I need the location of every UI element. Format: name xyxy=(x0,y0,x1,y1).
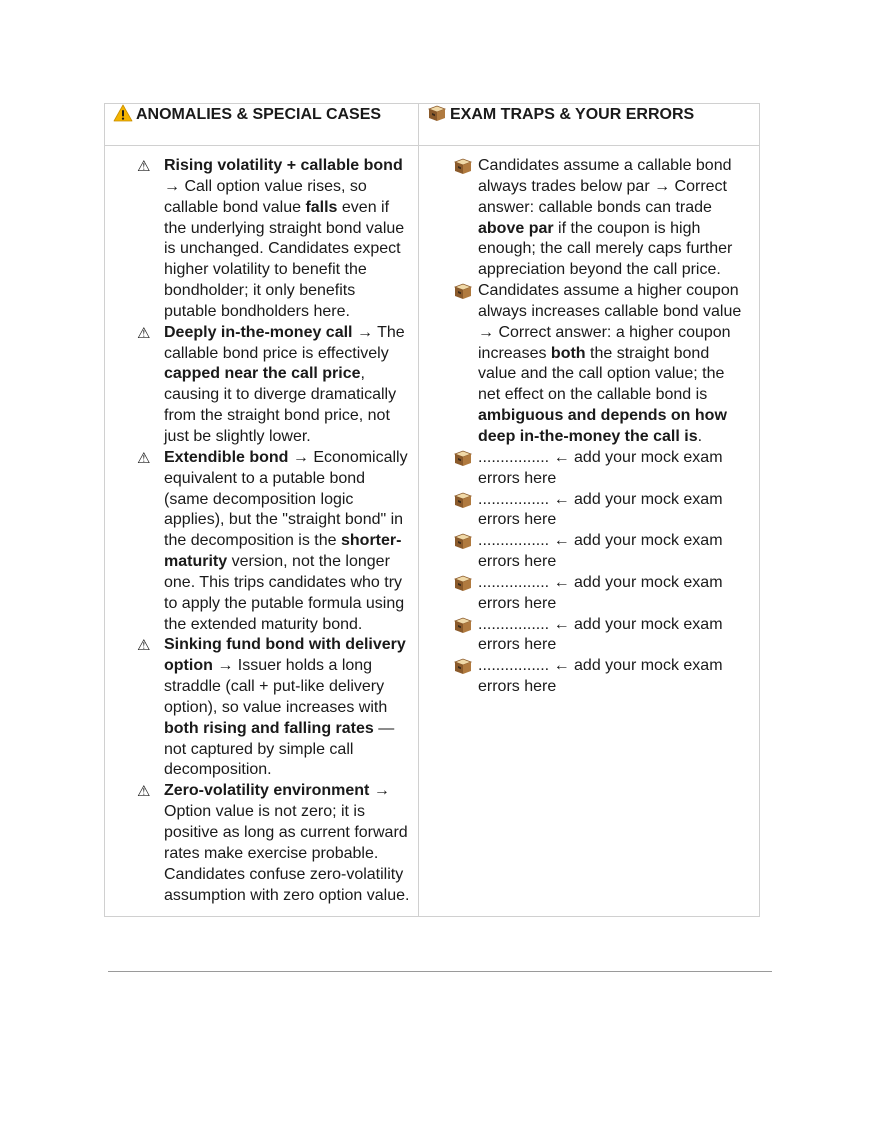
text-segment: → Option value is not zero; it is positive as long as current forward rates make exercise probable. Candidates confuse zero-volatility assumption with zero option value. xyxy=(164,782,410,904)
bold-text: above par xyxy=(478,219,554,237)
horizontal-divider xyxy=(108,971,772,972)
anomaly-item xyxy=(105,156,418,323)
bold-text: ambiguous and depends on how deep in-the-money the call is xyxy=(478,407,727,445)
text-segment: if the coupon is high enough; the call merely caps further appreciation beyond the call price. xyxy=(478,219,733,279)
text-segment: → The callable bond price is effectively xyxy=(164,323,405,362)
exam-trap-item xyxy=(419,615,759,657)
exam-trap-item xyxy=(419,573,759,615)
text-segment: → Call option value rises, so callable bond value xyxy=(164,177,367,216)
exam-traps-header xyxy=(419,104,760,146)
bold-text: Deeply in-the-money call xyxy=(164,323,353,341)
text-segment: ................ ← add your mock exam errors here xyxy=(478,573,723,612)
exam-traps-list xyxy=(419,156,759,698)
text-segment: ................ ← add your mock exam errors here xyxy=(478,448,723,487)
book-icon xyxy=(453,532,473,550)
bold-text: shorter-maturity xyxy=(164,532,402,571)
text-segment: . xyxy=(697,427,703,445)
book-icon xyxy=(453,574,473,592)
book-icon xyxy=(453,616,473,634)
bold-text: both rising and falling rates xyxy=(164,719,374,737)
text-segment: ................ ← add your mock exam errors here xyxy=(478,615,723,654)
anomaly-item xyxy=(105,323,418,448)
warning-outline-icon: ⚠ xyxy=(137,636,151,655)
notes-table xyxy=(104,103,760,917)
text-segment: → Economically equivalent to a putable bond (same decomposition logic applies), but the "straight bond" in the decomposition is the xyxy=(164,448,408,550)
anomaly-item xyxy=(105,635,418,781)
anomaly-item xyxy=(105,448,418,636)
text-segment: the straight bond value and the call option value; the net effect on the callable bond is xyxy=(478,344,725,404)
exam-traps-header-label: EXAM TRAPS & YOUR ERRORS xyxy=(450,106,695,123)
text-segment: Candidates assume a callable bond always trades below par → Correct answer: callable bonds can trade xyxy=(478,157,732,216)
bold-text: both xyxy=(550,344,586,362)
anomalies-header-label: ANOMALIES & SPECIAL CASES xyxy=(136,106,382,123)
text-segment: Candidates assume a higher coupon always increases callable bond value → Correct answer: a higher coupon increases xyxy=(478,282,742,362)
anomalies-header xyxy=(105,104,419,146)
warning-icon xyxy=(113,104,133,122)
book-icon xyxy=(453,449,473,467)
anomalies-cell xyxy=(105,146,419,917)
book-icon xyxy=(427,104,447,122)
text-segment: → Issuer holds a long straddle (call + put-like delivery option), so value increases with xyxy=(164,657,388,716)
exam-trap-item xyxy=(419,656,759,698)
text-segment: ................ ← add your mock exam errors here xyxy=(478,532,723,571)
bold-text: Zero-volatility environment xyxy=(164,782,370,800)
exam-traps-cell xyxy=(419,146,760,917)
book-icon xyxy=(453,157,473,175)
exam-trap-item xyxy=(419,156,759,281)
bold-text: Extendible bond xyxy=(164,448,289,466)
warning-outline-icon: ⚠ xyxy=(137,323,151,342)
exam-trap-item xyxy=(419,281,759,448)
text-segment: even if the underlying straight bond value is unchanged. Candidates expect higher volatility to benefit the bondholder; it only benefits putable bondholders here. xyxy=(164,198,405,320)
text-segment: — not captured by simple call decomposition. xyxy=(164,719,395,779)
text-segment: version, not the longer one. This trips candidates who try to apply the putable formula using the extended maturity bond. xyxy=(164,553,405,633)
text-segment: , causing it to diverge dramatically from the straight bond price, not just be slightly lower. xyxy=(164,365,397,445)
warning-outline-icon: ⚠ xyxy=(137,448,151,467)
bold-text: Rising volatility + callable bond xyxy=(164,157,403,174)
warning-outline-icon: ⚠ xyxy=(137,782,151,801)
book-icon xyxy=(453,491,473,509)
text-segment: ................ ← add your mock exam errors here xyxy=(478,490,723,529)
anomalies-list xyxy=(105,156,418,906)
book-icon xyxy=(453,282,473,300)
anomaly-item xyxy=(105,781,418,906)
exam-trap-item xyxy=(419,448,759,490)
exam-trap-item xyxy=(419,490,759,532)
bold-text: Sinking fund bond with delivery option xyxy=(164,636,406,675)
warning-outline-icon: ⚠ xyxy=(137,157,151,175)
bold-text: capped near the call price xyxy=(164,365,361,383)
text-segment: ................ ← add your mock exam errors here xyxy=(478,657,723,696)
book-icon xyxy=(453,657,473,675)
bold-text: falls xyxy=(305,198,338,216)
exam-trap-item xyxy=(419,531,759,573)
